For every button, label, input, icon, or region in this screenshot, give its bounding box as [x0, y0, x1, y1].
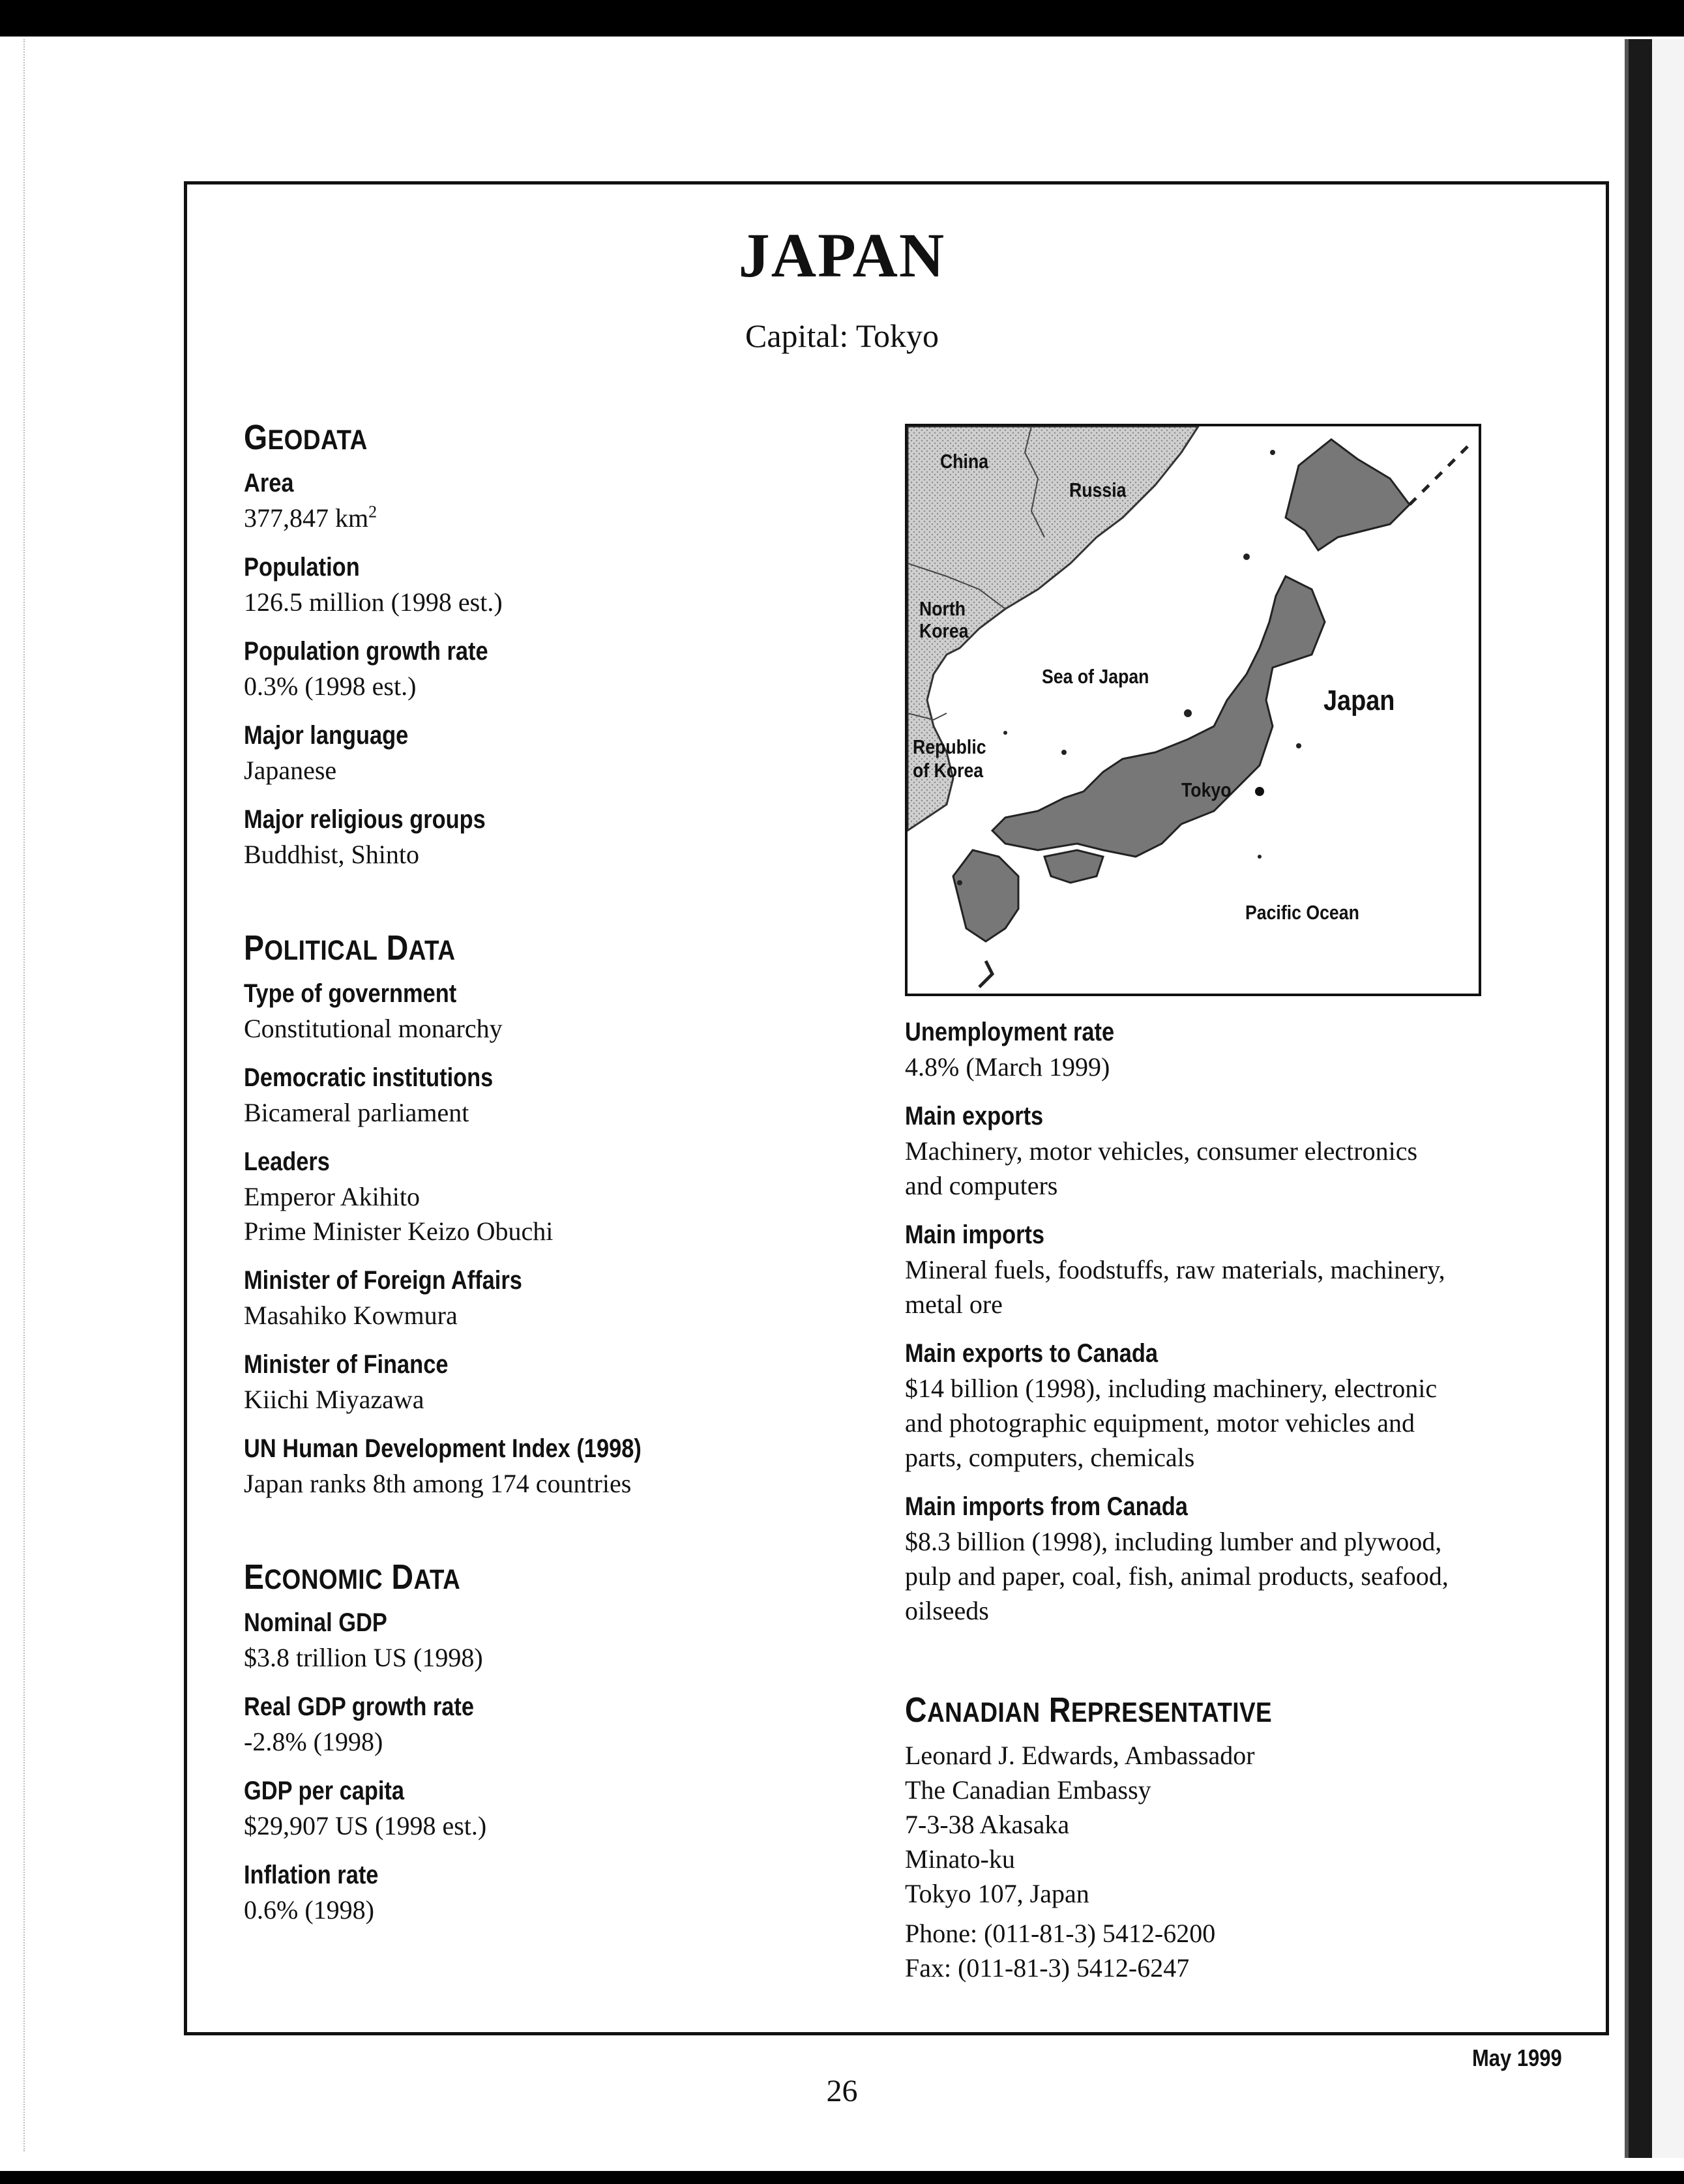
economic-inflation — [244, 1857, 857, 1927]
field-value: pulp and paper, coal, fish, animal products, seafood, — [905, 1561, 1449, 1591]
scan-bottom-edge — [0, 2171, 1684, 2184]
field-label: Main exports — [905, 1102, 1044, 1130]
political-institutions — [244, 1060, 857, 1130]
address-line: The Canadian Embassy — [905, 1775, 1151, 1805]
political-leaders — [244, 1144, 857, 1248]
map-label-russia: Russia — [1069, 479, 1127, 501]
geodata-population — [244, 550, 857, 619]
field-label: Main exports to Canada — [905, 1339, 1159, 1368]
page-number: 26 — [826, 2074, 858, 2108]
field-label: Leaders — [244, 1147, 330, 1176]
economic-imports-from-canada — [905, 1489, 1531, 1628]
field-value: Kiichi Miyazawa — [244, 1385, 424, 1414]
field-value: Constitutional monarchy — [244, 1014, 503, 1043]
right-column — [905, 1014, 1531, 1642]
field-value: $3.8 trillion US (1998) — [244, 1643, 483, 1672]
field-value: Japanese — [244, 756, 337, 785]
map-label-china: China — [940, 450, 989, 473]
field-label: Area — [244, 469, 294, 497]
field-value: Buddhist, Shinto — [244, 840, 419, 869]
political-heading: POLITICAL DATA — [244, 928, 456, 967]
address-line: Minato-ku — [905, 1844, 1015, 1874]
field-value: parts, computers, chemicals — [905, 1443, 1195, 1472]
scan-top-edge — [0, 0, 1684, 37]
field-value: $14 billion (1998), including machinery, electronic — [905, 1374, 1438, 1403]
capital-subtitle: Capital: Tokyo — [745, 317, 939, 354]
field-value: Japan ranks 8th among 174 countries — [244, 1469, 632, 1498]
phone-number: Phone: (011-81-3) 5412-6200 — [905, 1919, 1216, 1948]
map-label-north-korea-2: Korea — [919, 619, 969, 642]
field-label: Population — [244, 553, 360, 582]
field-label: Democratic institutions — [244, 1063, 494, 1092]
scan-page-margin — [1652, 39, 1684, 2158]
field-value: Mineral fuels, foodstuffs, raw materials, machinery, — [905, 1255, 1445, 1284]
field-value: 126.5 million (1998 est.) — [244, 587, 503, 617]
field-label: Type of government — [244, 979, 457, 1008]
field-value: Bicameral parliament — [244, 1098, 469, 1127]
field-label: Major language — [244, 721, 409, 750]
left-column — [244, 417, 857, 1941]
geodata-religion — [244, 802, 857, 872]
geodata-growth — [244, 634, 857, 703]
field-value: 0.6% (1998) — [244, 1895, 374, 1925]
field-value: 377,847 $km^2$ — [244, 502, 377, 533]
economic-real-gdp — [244, 1689, 857, 1759]
economic-gdp-per-capita — [244, 1773, 857, 1843]
field-value: and computers — [905, 1171, 1058, 1200]
address-line: Tokyo 107, Japan — [905, 1879, 1089, 1908]
geodata-language — [244, 718, 857, 788]
field-label: Major religious groups — [244, 805, 486, 834]
representative-heading: CANADIAN REPRESENTATIVE — [905, 1690, 1273, 1730]
scan-left-noise — [23, 39, 29, 2151]
field-value: Emperor Akihito — [244, 1182, 420, 1211]
japan-map — [905, 424, 1481, 996]
fax-number: Fax: (011-81-3) 5412-6247 — [905, 1953, 1190, 1983]
map-label-pacific-ocean: Pacific Ocean — [1245, 901, 1359, 924]
field-label: UN Human Development Index (1998) — [244, 1434, 642, 1463]
geodata-heading: GEODATA — [244, 418, 368, 457]
field-value: Masahiko Kowmura — [244, 1301, 458, 1330]
scan-binding-edge — [1625, 39, 1656, 2158]
field-value: 4.8% (March 1999) — [905, 1052, 1110, 1082]
map-label-south-korea-1: Republic — [913, 735, 986, 758]
field-value: Machinery, motor vehicles, consumer electronics — [905, 1136, 1418, 1166]
map-label-north-korea-1: North — [919, 597, 966, 620]
field-label: Inflation rate — [244, 1861, 379, 1889]
field-label: Minister of Finance — [244, 1350, 449, 1379]
field-label: Real GDP growth rate — [244, 1692, 475, 1721]
field-label: Unemployment rate — [905, 1018, 1115, 1046]
field-value: $8.3 billion (1998), including lumber and plywood, — [905, 1527, 1442, 1556]
field-label: Minister of Foreign Affairs — [244, 1266, 522, 1295]
political-hdi — [244, 1431, 857, 1501]
geodata-area — [244, 465, 857, 535]
field-label: Population growth rate — [244, 637, 488, 666]
political-government — [244, 976, 857, 1046]
economic-exports-to-canada — [905, 1336, 1531, 1475]
field-value: $29,907 US (1998 est.) — [244, 1811, 487, 1840]
address-line: 7-3-38 Akasaka — [905, 1810, 1070, 1839]
map-label-tokyo: Tokyo — [1181, 778, 1232, 801]
economic-heading: ECONOMIC DATA — [244, 1557, 461, 1597]
address-line: Leonard J. Edwards, Ambassador — [905, 1741, 1255, 1770]
economic-main-exports — [905, 1099, 1531, 1203]
political-finance-minister — [244, 1347, 857, 1417]
political-foreign-minister — [244, 1263, 857, 1333]
field-value: 0.3% (1998 est.) — [244, 671, 417, 701]
field-value: oilseeds — [905, 1596, 989, 1625]
field-label: Main imports — [905, 1220, 1045, 1249]
field-label: GDP per capita — [244, 1777, 405, 1805]
economic-unemployment — [905, 1014, 1531, 1084]
issue-date: May 1999 — [1472, 2044, 1562, 2071]
field-value: metal ore — [905, 1290, 1003, 1319]
field-label: Main imports from Canada — [905, 1492, 1188, 1521]
canadian-representative — [905, 1690, 1531, 1985]
field-label: Nominal GDP — [244, 1608, 387, 1637]
field-value: Prime Minister Keizo Obuchi — [244, 1217, 554, 1246]
map-label-south-korea-2: of Korea — [913, 759, 984, 782]
map-label-sea-of-japan: Sea of Japan — [1042, 665, 1149, 688]
economic-nominal-gdp — [244, 1605, 857, 1675]
map-label-japan: Japan — [1323, 685, 1395, 716]
field-value: and photographic equipment, motor vehicles and — [905, 1408, 1415, 1438]
page-title: JAPAN — [738, 220, 946, 290]
economic-main-imports — [905, 1217, 1531, 1321]
field-value: -2.8% (1998) — [244, 1727, 383, 1756]
